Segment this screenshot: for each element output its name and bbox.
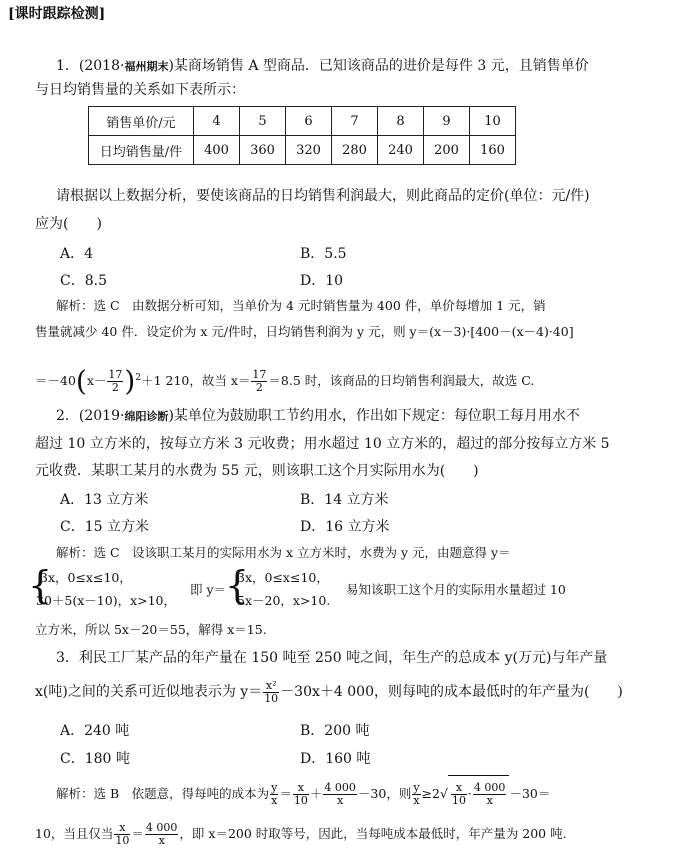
q1-line2: 与日均销售量的关系如下表所示： — [35, 82, 245, 98]
fraction: $\frac{4 000}{x}$ — [145, 821, 178, 847]
q1-option-d: D．10 — [300, 273, 344, 289]
fraction: $\frac{4 000}{x}$ — [473, 781, 506, 807]
q2-line3: 元收费．某职工某月的水费为 55 元，则该职工这个月实际用水为( ) — [35, 463, 479, 479]
section-header: [课时跟踪检测] — [8, 6, 106, 22]
q1-line4: 应为( ) — [35, 216, 102, 232]
table-row: 日均销售量/件 400 360 320 280 240 200 160 — [89, 136, 516, 165]
q2-piece2-row1: 3x，0≤x≤10， — [237, 570, 329, 585]
fraction: $\frac{4 000}{x}$ — [324, 781, 356, 807]
q1-source: 福州期末 — [124, 60, 169, 73]
q2-option-a: A．13 立方米 — [60, 492, 149, 508]
fraction: $\frac{17}{2}$ — [108, 368, 123, 395]
brace-icon: { — [28, 563, 53, 607]
fraction: $\frac{x}{10}$ — [115, 821, 130, 847]
q2-option-c: C．15 立方米 — [60, 519, 149, 535]
q1-option-a: A．4 — [60, 246, 94, 262]
q1-line1: 1．(2018·福州期末)某商场销售 A 型商品．已知该商品的进价是每件 3 元，且销售单价 — [56, 58, 589, 74]
q3-option-b: B．200 吨 — [300, 723, 370, 739]
q2-source: 绵阳诊断 — [124, 410, 169, 423]
q2-tail: 易知该职工这个月的实际用水量超过 10 — [346, 582, 566, 597]
q2-piece1-row1: 3x，0≤x≤10， — [40, 570, 132, 585]
q1-data-table — [88, 106, 516, 165]
fraction: $\frac{17}{2}$ — [252, 368, 267, 395]
q3-line1: 3．利民工厂某产品的年产量在 150 吨至 250 吨之间，年生产的总成本 y(万元)与年产量 — [56, 650, 608, 666]
sqrt-icon: √ — [439, 786, 448, 801]
q2-option-d: D．16 立方米 — [300, 519, 390, 535]
brace-icon: { — [225, 563, 250, 607]
q2-piece2-row2: 5x－20，x>10. — [237, 593, 331, 608]
fraction: $\frac{y}{x}$ — [413, 781, 420, 807]
q1-option-c: C．8.5 — [60, 273, 107, 289]
q1-option-b: B．5.5 — [300, 246, 347, 262]
q1-solution-line2: 售量就减少 40 件．设定价为 x 元/件时，日均销售利润为 y 元，则 y＝(x－3)·[400－(x－4)·40] — [35, 324, 574, 339]
q3-line2: x(吨)之间的关系可近似地表示为 y＝ $\frac{\text{x²}}{10}$ －30x＋4 000，则每吨的成本最低时的年产量为( ) — [35, 678, 623, 705]
q2-line2: 超过 10 立方米的，按每立方米 3 元收费；用水超过 10 立方米的，超过的部分按每立方米 5 — [35, 436, 610, 452]
q3-option-c: C．180 吨 — [60, 751, 130, 767]
q3-solution-line1: 解析：选 B 依题意，得每吨的成本为 $\frac{y}{x}$ ＝ $\frac{x}{10}$ ＋ $\frac{4 000}{x}$ －30，则 $\frac{y}{x}$ ≥2√ $\frac{x}{10}$ · $\frac{4 000}{x}$ －30＝ — [56, 775, 550, 812]
q2-line1: 2．(2019·绵阳诊断)某单位为鼓励职工节约用水，作出如下规定：每位职工每月用水不 — [56, 408, 580, 424]
fraction: $\frac{\text{x²}}{10}$ — [264, 678, 279, 705]
table-row-label: 销售单价/元 — [89, 107, 194, 136]
fraction: $\frac{x}{10}$ — [451, 781, 466, 807]
q2-option-b: B．14 立方米 — [300, 492, 389, 508]
table-row: 销售单价/元 4 5 6 7 8 9 10 — [89, 107, 516, 136]
q2-solution-line1: 解析：选 C 设该职工某月的实际用水为 x 立方米时，水费为 y 元，由题意得 y＝ — [56, 545, 511, 560]
table-row-label: 日均销售量/件 — [89, 136, 194, 165]
q1-solution-line1: 解析：选 C 由数据分析可知，当单价为 4 元时销售量为 400 件，单价每增加 1 元，销 — [56, 298, 546, 313]
q3-option-a: A．240 吨 — [60, 723, 130, 739]
q1-line3: 请根据以上数据分析，要使该商品的日均销售利润最大，则此商品的定价(单位：元/件) — [56, 188, 590, 204]
q2-solution-line3: 立方米，所以 5x－20＝55，解得 x＝15. — [35, 622, 267, 637]
fraction: $\frac{x}{10}$ — [293, 781, 308, 807]
q1-solution-line3: ＝－40(x－ $\frac{17}{2}$ )$^2$＋1 210，故当 x＝ $\frac{17}{2}$ ＝8.5 时，该商品的日均销售利润最大，故选 C. — [35, 364, 535, 398]
fraction: $\frac{y}{x}$ — [271, 781, 278, 807]
q2-piece1-row2: 30＋5(x－10)，x>10， — [36, 593, 176, 608]
q2-mid-text: 即 y＝ — [190, 582, 227, 597]
q3-solution-line2: 10，当且仅当 $\frac{x}{10}$ ＝ $\frac{4 000}{x}$ ，即 x＝200 时取等号，因此，当每吨成本最低时，年产量为 200 吨. — [35, 821, 567, 847]
q3-option-d: D．160 吨 — [300, 751, 371, 767]
